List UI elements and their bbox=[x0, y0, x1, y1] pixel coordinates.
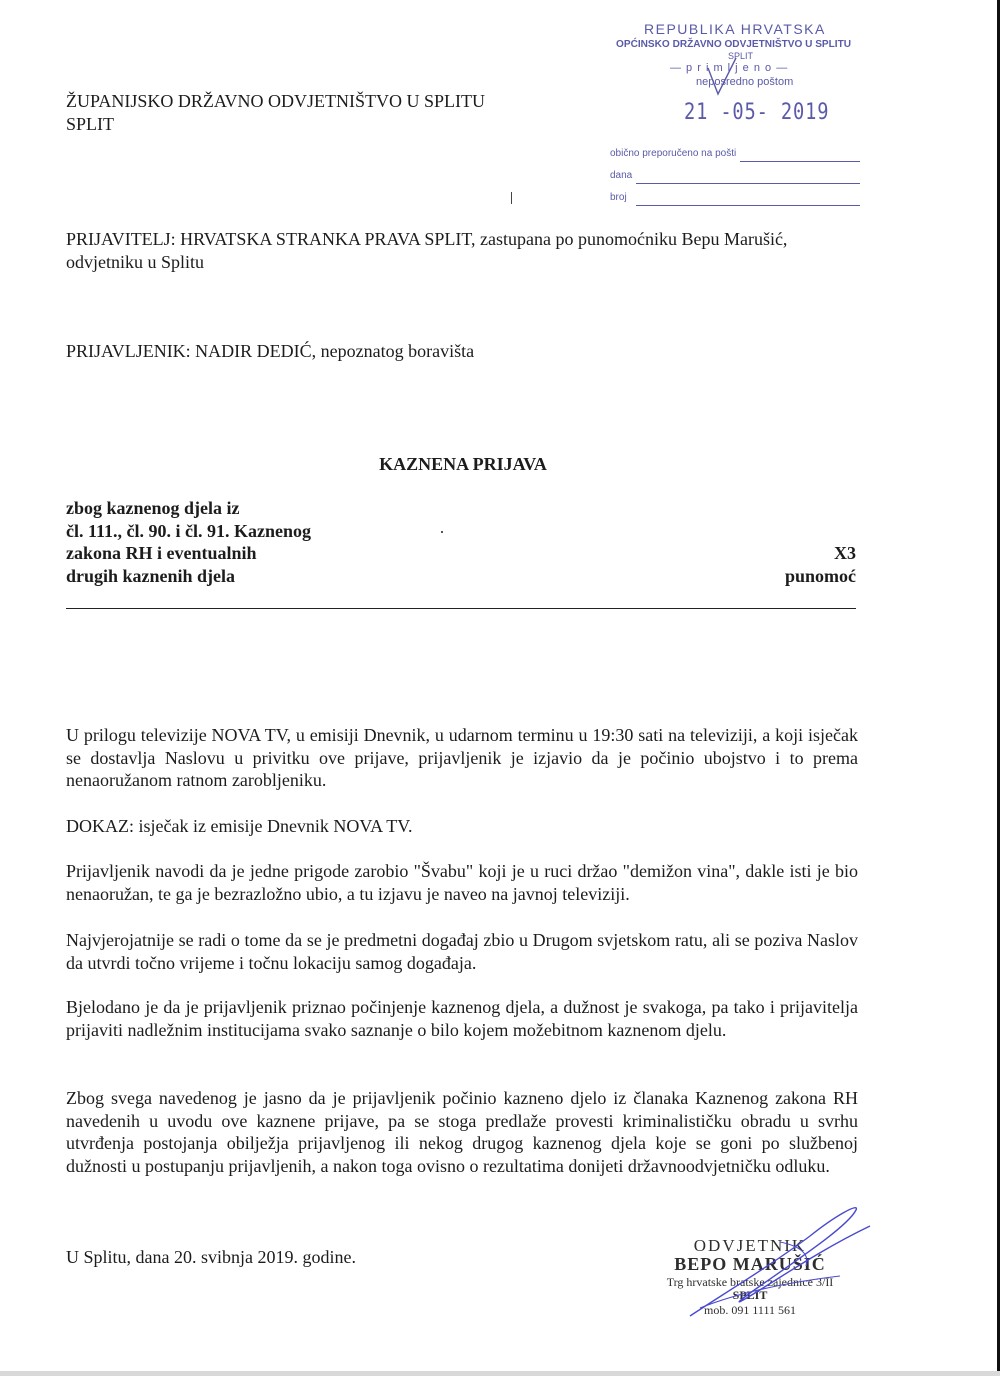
stamp-field-3-label: broj bbox=[610, 192, 627, 203]
addressee bbox=[66, 90, 485, 135]
paragraph-3: Najvjerojatnije se radi o tome da se je predmetni događaj zbio u Drugom svjetskom ratu, ali se poziva Naslov da utvrdi točno vrijeme i točnu lokaciju samog događaja. bbox=[66, 930, 858, 973]
paragraph-1: U prilogu televizije NOVA TV, u emisiji Dnevnik, u udarnom terminu u 19:30 sati na televiziji, a koji isječak se dostavlja Naslovu u privitku ove prijave, prijavljenik je izjavio da je počinio ubojstvo i to prema nenaoružanom ratnom zarobljeniku. bbox=[66, 725, 858, 790]
scan-bottom-edge bbox=[0, 1371, 1000, 1376]
attachment bbox=[700, 542, 856, 587]
attachment-label: punomoć bbox=[784, 565, 856, 586]
paragraph-4: Bjelodano je da je prijavljenik priznao počinjenje kaznenog djela, a dužnost je svakoga, pa tako i prijavitelja prijaviti nadležnim institucijama svako saznanje o bilo kojem možebitnom kaznenom djelu. bbox=[66, 997, 858, 1040]
addressee-line-2: SPLIT bbox=[66, 113, 115, 134]
lawyer-stamp-line-1: ODVJETNIK bbox=[693, 1236, 807, 1255]
stamp-line-4: — p r i m l j e n o — bbox=[670, 62, 789, 74]
subject-line-1: zbog kaznenog djela iz bbox=[66, 498, 240, 518]
subject-line-4: drugih kaznenih djela bbox=[66, 565, 236, 586]
scan-mark bbox=[511, 192, 512, 204]
lawyer-stamp-line-4: SPLIT bbox=[732, 1288, 768, 1302]
stamp-line-1: REPUBLIKA HRVATSKA bbox=[644, 21, 826, 37]
stamp-field-1-label: obično preporučeno na pošti bbox=[610, 148, 737, 159]
stamp-field-2-label: dana bbox=[610, 170, 633, 181]
lawyer-stamp-line-2: BEPO MARUŠIĆ bbox=[674, 1254, 826, 1274]
stamp-line-3: SPLIT bbox=[728, 51, 754, 61]
paragraph-2: Prijavljenik navodi da je jedne prigode zarobio "Švabu" koji je u ruci držao "demižon vina", dakle isti je bio nenaoružan, te ga je bezrazložno ubio, a tu izjavu je naveo na javnoj televiziji. bbox=[66, 861, 858, 904]
separator-rule bbox=[66, 608, 856, 609]
stamp-line-5: neposredno poštom bbox=[696, 76, 794, 88]
stamp-line-2: OPĆINSKO DRŽAVNO ODVJETNIŠTVO U SPLITU bbox=[616, 38, 852, 50]
stamp-check-mark bbox=[704, 54, 744, 104]
document-title: KAZNENA PRIJAVA bbox=[379, 454, 547, 474]
paragraph-5: Zbog svega navedenog je jasno da je prijavljenik počinio kazneno djelo iz članaka Kaznenog zakona RH navedenih u uvodu ove kaznene prijave, pa se stoga predlaže provesti kriminalističku obradu u svrhu utvrđenja postojanja obilježja prijavljenog ili nekog drugog kaznenog djela koje se goni po službenoj dužnosti u postupanju prijavljenih, a nakon toga ovisno o rezultatima donijeti državnoodvjetničku odluku. bbox=[66, 1088, 858, 1176]
lawyer-stamp-line-3: Trg hrvatske bratske zajednice 3/II bbox=[666, 1275, 834, 1289]
attachment-copies: X3 bbox=[834, 543, 856, 563]
addressee-line-1: ŽUPANIJSKO DRŽAVNO ODVJETNIŠTVO U SPLITU bbox=[66, 91, 486, 111]
respondent: PRIJAVLJENIK: NADIR DEDIĆ, nepoznatog boravišta bbox=[66, 341, 475, 361]
paragraph-evidence: DOKAZ: isječak iz emisije Dnevnik NOVA TV. bbox=[66, 816, 413, 836]
stamp-field-1-line bbox=[740, 161, 860, 162]
subject bbox=[66, 497, 311, 587]
lawyer-stamp-line-5: mob. 091 1111 561 bbox=[704, 1303, 796, 1317]
stamp-date: 21 -05- 2019 bbox=[684, 100, 830, 125]
stamp-field-2-line bbox=[636, 183, 860, 184]
applicant: PRIJAVITELJ: HRVATSKA STRANKA PRAVA SPLIT, zastupana po punomoćniku Bepu Marušić, odvjetniku u Splitu bbox=[66, 229, 788, 272]
subject-line-3: zakona RH i eventualnih bbox=[66, 543, 257, 563]
signature-scribble bbox=[660, 1196, 880, 1326]
place-date: U Splitu, dana 20. svibnja 2019. godine. bbox=[66, 1247, 356, 1267]
received-stamp bbox=[600, 18, 880, 218]
scan-mark bbox=[441, 531, 443, 533]
stamp-field-3-line bbox=[636, 205, 860, 206]
subject-line-2: čl. 111., čl. 90. i čl. 91. Kaznenog bbox=[66, 520, 311, 541]
